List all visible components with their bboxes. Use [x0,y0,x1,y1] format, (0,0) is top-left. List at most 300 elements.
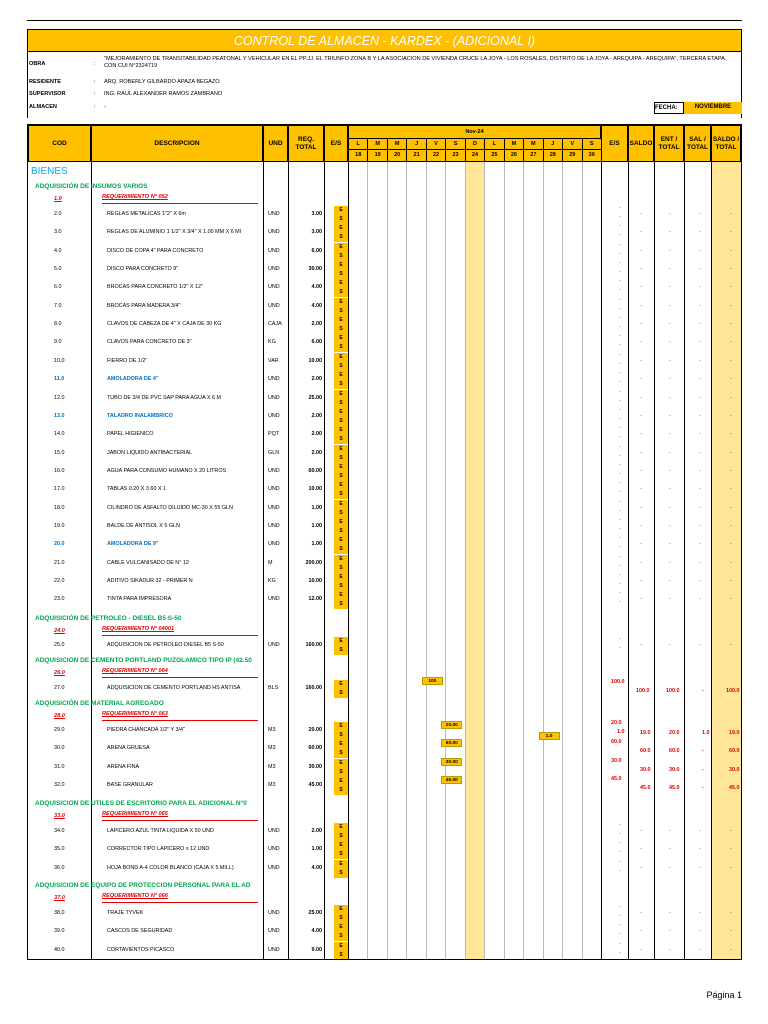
row-und: UND [268,211,280,217]
row-req: 1.00 [311,522,322,529]
es-dash: - [619,470,621,477]
row-req: 20.00 [308,727,322,733]
row-cod: 32.0 [54,782,65,789]
section-title: ADQUISICIÓN DE PETROLEO - DIESEL B5 S-50 [35,615,182,622]
row-es-e: E [334,224,348,233]
row-cod: 15.0 [54,449,65,456]
day-number: 29 [562,149,582,162]
row-req: 60.00 [308,467,322,474]
es-dash: - [619,425,621,432]
es-dash: - [619,562,621,569]
row-cod: 22.0 [54,578,65,584]
row-es-e: E [334,298,348,307]
ent-dash: - [669,486,671,493]
row-req: 6.00 [311,247,322,254]
ent-dash: - [669,211,671,217]
row-und: M3 [268,763,276,770]
top-border [27,20,742,21]
sal-dash: - [699,376,701,383]
row-cod: 25.0 [54,642,65,648]
saldo-dash: - [640,394,642,401]
saldo-dash: - [640,321,642,328]
ent-dash: - [669,522,671,529]
saldo-dash: - [640,828,642,834]
row-desc: ADQUISICION DE CEMENTO PORTLAND HS ANTISA [107,685,241,691]
es-dash: - [619,205,621,211]
table-row [28,555,742,573]
row-und: UND [268,928,280,935]
saldo-dash: - [640,522,642,529]
row-es-s: S [334,215,348,224]
saldo-dash: - [640,642,642,648]
es-dash: - [619,324,621,331]
almacen-value: - [104,104,106,110]
saldo-dash: - [640,339,642,346]
colon: : [94,91,96,97]
row-und: KG [268,339,276,346]
req-cod: 26.0 [54,670,65,676]
ent-dash: - [669,321,671,328]
row-cod: 31.0 [54,763,65,770]
row-ent-total: 100.0 [666,688,680,694]
day-number: 27 [523,149,543,162]
row-req: 30.00 [308,763,322,770]
row-es-s: S [334,307,348,316]
es-dash: - [619,831,621,837]
row-es-e: E [334,777,348,786]
saldo-dash: - [640,449,642,456]
saldo-total-dash: - [730,321,732,328]
row-es-e: E [334,371,348,380]
saldo-total-dash: - [730,910,732,916]
row-und: BLS [268,685,279,691]
row-desc: AMOLADORA DE 9" [107,541,159,548]
es-dash: - [619,342,621,349]
day-letter: V [426,138,446,150]
col-und: UND [263,125,288,162]
es-dash: - [619,535,621,542]
row-es-s: S [334,731,348,740]
sal-dash: - [699,864,701,871]
es-dash: - [619,232,621,239]
row-es-s: S [334,270,348,279]
day-number: 28 [543,149,563,162]
es-dash: - [619,840,621,847]
row-cod: 9.0 [54,339,62,346]
es-dash: - [619,260,621,267]
row-cod: 21.0 [54,559,65,566]
row-es-e: E [334,860,348,869]
es-dash: - [619,269,621,276]
row-desc: CLAVOS PARA CONCRETO DE 3" [107,339,192,346]
saldo-dash: - [640,910,642,916]
saldo-total-dash: - [730,247,732,254]
row-es-e: E [334,481,348,490]
row-es-e: E [334,905,348,914]
row-und: UND [268,596,280,603]
es-dash: - [619,351,621,358]
row-es-s: S [334,435,348,444]
sal-dash: - [699,846,701,853]
sal-dash: - [699,321,701,328]
saldo-total-dash: - [730,412,732,419]
row-es-s: S [334,869,348,878]
day-number: 24 [465,149,485,162]
row-req: 10.00 [308,357,322,364]
row-es-s: S [334,832,348,841]
row-sal-total: - [702,785,704,792]
ent-dash: - [669,504,671,511]
es-dash: - [619,645,621,651]
row-req: 1.00 [311,846,322,853]
col-es: E/S [324,125,348,162]
es-dash: - [619,849,621,856]
row-es-s: S [334,343,348,352]
row-req: 30.00 [308,266,322,273]
ent-dash: - [669,431,671,438]
row-req: 4.00 [311,864,322,871]
row-und: UND [268,394,280,401]
row-es-e: E [334,243,348,252]
saldo-total-dash: - [730,339,732,346]
es-dash: - [619,434,621,441]
saldo-dash: - [640,486,642,493]
row-es-s: S [334,689,348,698]
row-es-s: S [334,786,348,795]
row-req: 3.00 [311,211,322,217]
exit-value: 1.0 [539,732,560,740]
row-es-e: E [334,408,348,417]
saldo-total-dash: - [730,229,732,236]
row-desc: ADQUISICION DE PETROLEO DIESEL B5 S-50 [107,642,224,648]
table-row [28,261,742,279]
row-es-s: S [334,362,348,371]
row-req: 200.00 [305,559,322,566]
req-cod: 37.0 [54,895,65,901]
saldo-total-dash: - [730,642,732,648]
row-desc: JABON LIQUIDO ANTIBACTERIAL [107,449,193,456]
day-letter: L [348,138,368,150]
row-es-s: S [334,288,348,297]
row-cod: 14.0 [54,431,65,438]
row-desc: TALADRO INALAMBRICO [107,412,173,419]
row-cod: 2.0 [54,211,62,217]
req-label: REQUERIMIENTO N° 065 [102,811,168,817]
row-es-s: S [334,417,348,426]
saldo-dash: - [640,559,642,566]
row-desc: LAPICERO AZUL TINTA LIQUIDA X 50 UND [107,828,214,834]
row-es-e: E [334,536,348,545]
row-req: 6.00 [311,339,322,346]
req-underline [102,677,258,678]
es-dash: - [619,287,621,294]
req-cod: 33.0 [54,813,65,819]
day-number: 23 [445,149,465,162]
es-dash: - [619,581,621,587]
day-letter: S [582,138,602,150]
saldo-total-dash: - [730,376,732,383]
row-cod: 8.0 [54,321,62,328]
section-title: ADQUISICION DE UTILES DE ESCRITORIO PARA EL ADICIONAL N°0 [35,800,247,807]
row-es-e: E [334,463,348,472]
table-row [28,481,742,499]
row-und: UND [268,522,280,529]
row-es-e: E [334,261,348,270]
es-dash: - [619,867,621,874]
ent-dash: - [669,394,671,401]
row-und: KG [268,578,276,584]
row-req: 1.00 [311,504,322,511]
table-row [28,759,742,777]
row-cod: 30.0 [54,745,65,752]
row-und: UND [268,910,280,916]
sal-dash: - [699,266,701,273]
saldo-total-dash: - [730,946,732,953]
table-row [28,680,742,698]
col-cod: COD [28,125,91,162]
col-month: Nov-24 [348,125,601,139]
ent-dash: - [669,229,671,236]
row-und: UND [268,946,280,953]
section-title: ADQUISICIÓN DE MATERIAL AGREGADO [35,700,164,707]
es-dash: - [619,443,621,450]
table-row [28,463,742,481]
sal-dash: - [699,357,701,364]
saldo-total-dash: - [730,211,732,217]
table-row [28,298,742,316]
almacen-label: ALMACEN [29,104,57,110]
sal-dash: - [699,284,701,291]
table-row [28,500,742,518]
row-cod: 34.0 [54,828,65,834]
row-es-e: E [334,445,348,454]
sal-dash: - [699,910,701,916]
col-sal-total: SAL / TOTAL [684,125,711,162]
saldo-dash: - [640,357,642,364]
row-cod: 12.0 [54,394,65,401]
row-desc: CILINDRO DE ASFALTO DILUIDO MC-30 X 55 GLN [107,504,233,511]
es-dash: - [619,507,621,514]
row-es-e: E [334,722,348,731]
table-row [28,206,742,224]
row-cod: 38.0 [54,910,65,916]
saldo-dash: - [640,596,642,603]
day-letter: M [387,138,407,150]
row-desc: PIEDRA CHANCADA 1/2" Y 3/4" [107,727,185,733]
row-cod: 16.0 [54,467,65,474]
es-dash: - [619,461,621,468]
fecha-box [654,102,742,114]
row-es-e: E [334,206,348,215]
table-row [28,573,742,591]
row-desc: CORRECTOR TIPO LAPICERO x 12 UND [107,846,210,853]
row-saldo-total: 60.0 [729,748,740,755]
day-letter: M [523,138,543,150]
row-req: 2.00 [311,449,322,456]
es-dash: - [619,223,621,230]
es-entry: 20.0 [611,720,622,726]
row-req: 3.00 [311,229,322,236]
es-dash: - [619,452,621,459]
row-req: 2.00 [311,828,322,834]
row-und: UND [268,467,280,474]
day-letter: J [543,138,563,150]
row-es-s: S [334,233,348,242]
row-es-s: S [334,399,348,408]
sal-dash: - [699,486,701,493]
row-req: 10.00 [308,486,322,493]
ent-dash: - [669,864,671,871]
row-req: 9.00 [311,946,322,953]
saldo-total-dash: - [730,449,732,456]
table-row [28,823,742,841]
row-ent-total: 30.0 [669,766,680,773]
ent-dash: - [669,302,671,309]
table-row [28,445,742,463]
table-row [28,777,742,795]
saldo-total-dash: - [730,928,732,935]
row-ent-total: 20.0 [669,730,680,736]
row-und: CAJA [268,321,282,328]
row-req: 1.00 [311,541,322,548]
row-saldo: 100.0 [636,688,650,694]
row-desc: DISCO PARA CONCRETO 9" [107,266,179,273]
row-es-e: E [334,942,348,951]
row-desc: ARENA FINA [107,763,140,770]
entry-value: 20.00 [441,721,462,729]
es-dash: - [619,305,621,312]
row-cod: 20.0 [54,541,65,548]
table-row [28,740,742,758]
es-dash: - [619,415,621,422]
es-dash: - [619,572,621,578]
row-es-e: E [334,591,348,600]
row-req: 12.00 [308,596,322,603]
col-es2: E/S [601,125,628,162]
row-es-e: E [334,680,348,689]
saldo-dash: - [640,376,642,383]
table-row [28,722,742,740]
row-desc: FIERRO DE 1/2" [107,357,148,364]
day-number: 22 [426,149,446,162]
ent-dash: - [669,910,671,916]
row-req: 45.00 [308,782,322,789]
obra-value: "MEJORAMIENTO DE TRANSITABILIDAD PEATONAL Y VEHICULAR EN EL PP.JJ. EL TRIUNFO ZONA B Y LA ASOCIACION DE VIVIENDA CRUCE LA JOYA - LOS ROSALES, DISTRITO DE LA JOYA - AREQUIPA - AREQUIPA", TERCERA ETAPA. CON CUI N°2324719 [104,56,727,69]
es-entry: 45.0 [611,776,622,783]
row-es-s: S [334,527,348,536]
sal-dash: - [699,339,701,346]
sal-dash: - [699,302,701,309]
req-label: REQUERIMIENTO N° 066 [102,893,168,899]
saldo-dash: - [640,846,642,853]
row-req: 4.00 [311,928,322,935]
row-und: UND [268,504,280,511]
fecha-value: NOVIEMBRE [683,102,742,114]
row-es-e: E [334,923,348,932]
row-es-s: S [334,252,348,261]
row-cod: 4.0 [54,247,62,254]
row-req: 2.00 [311,431,322,438]
day-letter: J [406,138,426,150]
table-row [28,426,742,444]
sal-dash: - [699,449,701,456]
row-saldo-total: 45.0 [729,785,740,792]
ent-dash: - [669,596,671,603]
day-number: 25 [484,149,504,162]
es-dash: - [619,278,621,285]
sal-dash: - [699,211,701,217]
row-req: 160.00 [305,642,322,648]
row-und: UND [268,412,280,419]
row-req: 25.00 [308,394,322,401]
row-desc: BASE GRANULAR [107,782,153,789]
row-cod: 10.0 [54,357,65,364]
req-label: REQUERIMIENTO N° 052 [102,194,168,200]
row-req: 4.00 [311,302,322,309]
row-desc: BALDE DE ANTISOL X 5 GLN [107,522,180,529]
sal-dash: - [699,394,701,401]
col-saldo-total: SALDO / TOTAL [711,125,741,162]
sal-dash: - [699,596,701,603]
table-row [28,224,742,242]
row-es-s: S [334,951,348,960]
es-dash: - [619,636,621,642]
row-es-e: E [334,316,348,325]
header-info [27,52,742,118]
ent-dash: - [669,846,671,853]
ent-dash: - [669,449,671,456]
es-dash: - [619,388,621,395]
row-desc: HOJA BOND A-4 COLOR BLANCO (CAJA X 5 MILL) [107,864,234,871]
table-row [28,860,742,878]
row-req: 2.00 [311,412,322,419]
table-row [28,923,742,941]
sal-dash: - [699,828,701,834]
row-req: 160.00 [305,685,322,691]
row-desc: TRAJE TYVEK [107,910,144,916]
saldo-dash: - [640,284,642,291]
es-dash: - [619,516,621,523]
es-entry: 100.0 [611,679,625,685]
row-es-s: S [334,850,348,859]
saldo-dash: - [640,504,642,511]
ent-dash: - [669,357,671,364]
es-dash: - [619,940,621,947]
row-cod: 29.0 [54,727,65,733]
es-dash: - [619,858,621,865]
row-es-s: S [334,490,348,499]
row-es-e: E [334,390,348,399]
table-row [28,390,742,408]
table-row [28,243,742,261]
day-letter: V [562,138,582,150]
saldo-dash: - [640,247,642,254]
colon: : [94,104,96,110]
row-req: 60.00 [308,745,322,752]
es-dash: - [619,370,621,377]
sal-dash: - [699,946,701,953]
saldo-total-dash: - [730,828,732,834]
page-title: CONTROL DE ALMACEN - KARDEX - (ADICIONAL I) [27,29,742,52]
req-label: REQUERIMIENTO N° 04001 [102,626,175,632]
table-row [28,841,742,859]
day-number: 26 [504,149,524,162]
col-saldo: SALDO [628,125,654,162]
row-saldo: 60.0 [640,748,651,755]
table-row [28,591,742,609]
row-desc: DISCO DE COPA 4" PARA CONCRETO [107,247,204,254]
row-es-e: E [334,353,348,362]
